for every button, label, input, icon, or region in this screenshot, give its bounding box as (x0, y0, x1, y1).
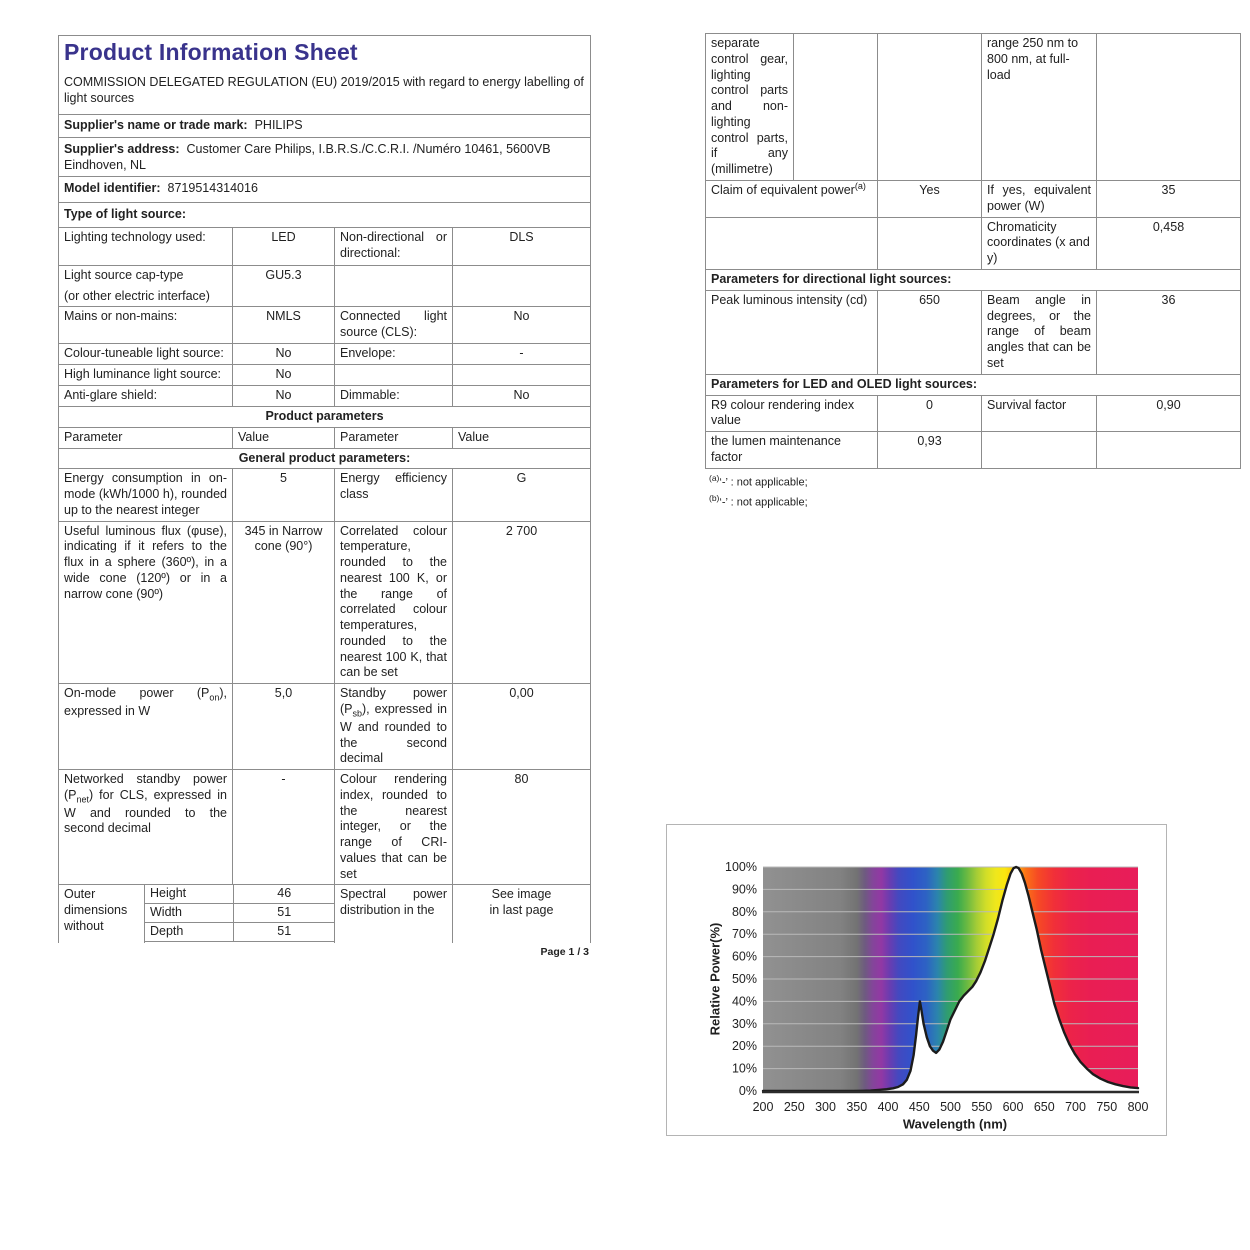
svg-text:70%: 70% (731, 927, 757, 942)
footnote-a: $^{(a)}$‘-’ : not applicable; (709, 472, 808, 489)
beam-angle-value: 36 (1097, 290, 1241, 374)
svg-text:30%: 30% (731, 1016, 757, 1031)
supplier-address-label: Supplier's address: (64, 142, 180, 157)
y-axis-title: Relative Power(%) (707, 922, 723, 1036)
empty-cell (453, 265, 591, 307)
dimension-row-height (145, 885, 335, 903)
model-identifier-label: Model identifier: (64, 180, 161, 195)
svg-text:250: 250 (783, 1100, 805, 1114)
colour-temperature-label: Correlated colour temperature, rounded to the nearest 100 K, or the range of correlated colour temperatures, rounded to the nearest 100 K, that can be set (335, 521, 453, 684)
dimension-value: 46 (233, 885, 335, 903)
lumen-maintenance-value: 0,93 (878, 432, 982, 469)
spectral-range-label: range 250 nm to 800 nm, at full-load (982, 34, 1097, 181)
product-info-table (58, 35, 591, 943)
svg-text:40%: 40% (731, 994, 757, 1009)
svg-text:800: 800 (1127, 1100, 1149, 1114)
dimension-name: Width (145, 904, 233, 923)
led-oled-sources-header: Parameters for LED and OLED light sources: (706, 374, 1241, 395)
chromaticity-value: 0,458 (1097, 217, 1241, 269)
spd-chart-canvas (667, 825, 1166, 1135)
r9-index-label: R9 colour rendering index value (706, 395, 878, 432)
svg-text:350: 350 (846, 1100, 868, 1114)
high-luminance-row (59, 364, 591, 385)
connected-light-source-value: No (453, 307, 591, 344)
title-row (59, 36, 591, 115)
supplier-name-row (59, 115, 591, 138)
claim-equivalent-power-label: Claim of equivalent power$^{(a)}$ (706, 181, 878, 218)
empty-cell (706, 217, 878, 269)
dimmable-label: Dimmable: (335, 385, 453, 406)
supplier-name-value: PHILIPS (254, 118, 303, 133)
cap-type-label: Light source cap-type (64, 267, 184, 282)
empty-cell (878, 217, 982, 269)
luminous-flux-row (59, 521, 591, 684)
outer-dimensions-row (59, 885, 591, 944)
empty-cell (335, 265, 453, 307)
mains-value: NMLS (233, 307, 335, 344)
general-parameters-header-row (59, 448, 591, 469)
product-info-table-continued (705, 33, 1241, 469)
dimension-value: 51 (233, 904, 335, 923)
svg-text:90%: 90% (731, 882, 757, 897)
svg-text:80%: 80% (731, 904, 757, 919)
dimension-name: Height (145, 885, 233, 903)
networked-standby-row (59, 770, 591, 885)
anti-glare-value: No (233, 385, 335, 406)
outer-dimensions-label: Outer dimensions without (59, 885, 145, 944)
colour-tuneable-label: Colour-tuneable light source: (59, 343, 233, 364)
dimension-row-width (145, 904, 335, 923)
product-info-sheet-right-page (705, 33, 1240, 514)
peak-intensity-row (706, 290, 1241, 374)
survival-factor-label: Survival factor (982, 395, 1097, 432)
mains-row (59, 307, 591, 344)
footnote-b: $^{(b)}$‘-’ : not applicable; (709, 493, 808, 509)
luminous-flux-label: Useful luminous flux (φuse), indicating if it refers to the flux in a sphere (360º), in a wide cone (120º) or in a narrow cone (90º) (59, 521, 233, 684)
claim-equivalent-power-row (706, 181, 1241, 218)
supplier-name-label: Supplier's name or trade mark: (64, 118, 248, 133)
empty-cell (982, 432, 1097, 469)
col-header-parameter-2: Parameter (335, 427, 453, 448)
envelope-value: - (453, 343, 591, 364)
luminous-flux-value: 345 in Narrow cone (90°) (233, 521, 335, 684)
energy-consumption-value: 5 (233, 469, 335, 521)
connected-light-source-label: Connected light source (CLS): (335, 307, 453, 344)
empty-cell (1097, 34, 1241, 181)
empty-cell (794, 34, 878, 181)
standby-power-value: 0,00 (453, 684, 591, 770)
svg-text:700: 700 (1065, 1100, 1086, 1114)
dimension-row-depth (145, 922, 335, 941)
model-identifier-row (59, 176, 591, 202)
peak-intensity-label: Peak luminous intensity (cd) (706, 290, 878, 374)
svg-text:400: 400 (877, 1100, 899, 1114)
page-indicator: Page 1 / 3 (540, 946, 589, 959)
cap-type-note: (or other electric interface) (64, 288, 210, 303)
lighting-technology-label: Lighting technology used: (59, 227, 233, 265)
on-mode-power-row (59, 684, 591, 770)
model-identifier-value: 8719514314016 (167, 180, 258, 195)
type-heading-row (59, 202, 591, 227)
supplier-address-row (59, 138, 591, 177)
lighting-technology-value: LED (233, 227, 335, 265)
dimension-value: 51 (233, 922, 335, 941)
anti-glare-label: Anti-glare shield: (59, 385, 233, 406)
energy-consumption-label: Energy consumption in on-mode (kWh/1000 h), rounded up to the nearest integer (59, 469, 233, 521)
efficiency-class-value: G (453, 469, 591, 521)
spectral-distribution-label: Spectral power distribution in the (335, 885, 453, 944)
svg-text:10%: 10% (731, 1061, 757, 1076)
directionality-value: DLS (453, 227, 591, 265)
anti-glare-row (59, 385, 591, 406)
dimensions-subtable-cell (145, 885, 335, 944)
page-title: Product Information Sheet (64, 39, 358, 65)
survival-factor-value: 0,90 (1097, 395, 1241, 432)
cap-type-value: GU5.3 (233, 265, 335, 307)
on-mode-power-label: On-mode power $(P_{on})$, expressed in W (59, 684, 233, 770)
colour-rendering-value: 80 (453, 770, 591, 885)
svg-text:450: 450 (908, 1100, 930, 1114)
separate-control-gear-label: separate control gear, lighting control parts and non-lighting control parts, if any (millimetre) (706, 34, 794, 181)
product-parameters-header-row (59, 406, 591, 427)
product-info-sheet-left-page (58, 35, 590, 958)
svg-text:0%: 0% (738, 1084, 757, 1098)
product-parameters-header: Product parameters (59, 406, 591, 427)
chromaticity-row (706, 217, 1241, 269)
dimmable-value: No (453, 385, 591, 406)
empty-cell (1097, 432, 1241, 469)
colour-temperature-value: 2 700 (453, 521, 591, 684)
column-header-row (59, 427, 591, 448)
high-luminance-value: No (233, 364, 335, 385)
claim-equivalent-power-value: Yes (878, 181, 982, 218)
col-header-value-1: Value (233, 427, 335, 448)
r9-index-value: 0 (878, 395, 982, 432)
lumen-maintenance-label: the lumen maintenance factor (706, 432, 878, 469)
x-axis-title: Wavelength (nm) (902, 1116, 1008, 1132)
col-header-parameter-1: Parameter (59, 427, 233, 448)
svg-text:550: 550 (971, 1100, 993, 1114)
footnotes (705, 473, 1240, 509)
regulation-subtitle: COMMISSION DELEGATED REGULATION (EU) 2019/2015 with regard to energy labelling of light sources (64, 74, 584, 106)
r9-row (706, 395, 1241, 432)
svg-text:20%: 20% (731, 1039, 757, 1054)
dimensions-subtable (145, 885, 335, 941)
continued-dimensions-row (706, 34, 1241, 181)
svg-text:300: 300 (815, 1100, 836, 1114)
empty-cell (453, 364, 591, 385)
type-of-light-source-heading: Type of light source: (59, 202, 591, 227)
lighting-technology-row (59, 227, 591, 265)
svg-text:600: 600 (1002, 1100, 1024, 1114)
svg-text:650: 650 (1033, 1100, 1055, 1114)
svg-text:100%: 100% (725, 860, 757, 874)
high-luminance-label: High luminance light source: (59, 364, 233, 385)
led-oled-header-row (706, 374, 1241, 395)
colour-rendering-label: Colour rendering index, rounded to the nearest integer, or the range of CRI-values that can be set (335, 770, 453, 885)
standby-power-label: Standby power $(P_{sb})$, expressed in W and rounded to the second decimal (335, 684, 453, 770)
equivalent-power-label: If yes, equivalent power (W) (982, 181, 1097, 218)
empty-cell (878, 34, 982, 181)
spectral-distribution-value: See image in last page (453, 885, 591, 944)
efficiency-class-label: Energy efficiency class (335, 469, 453, 521)
on-mode-power-value: 5,0 (233, 684, 335, 770)
svg-text:500: 500 (940, 1100, 961, 1114)
lumen-maintenance-row (706, 432, 1241, 469)
svg-text:60%: 60% (731, 949, 757, 964)
col-header-value-2: Value (453, 427, 591, 448)
svg-text:50%: 50% (731, 972, 757, 986)
dimension-name: Depth (145, 922, 233, 941)
cap-type-row (59, 265, 591, 307)
mains-label: Mains or non-mains: (59, 307, 233, 344)
colour-tuneable-value: No (233, 343, 335, 364)
svg-text:750: 750 (1096, 1100, 1118, 1114)
empty-cell (335, 364, 453, 385)
supplier-address-value: Customer Care Philips, I.B.R.S./C.C.R.I. /Numéro 10461, 5600VB Eindhoven, NL (64, 142, 551, 173)
chromaticity-label: Chromaticity coordinates (x and y) (982, 217, 1097, 269)
networked-standby-value: - (233, 770, 335, 885)
beam-angle-label: Beam angle in degrees, or the range of beam angles that can be set (982, 290, 1097, 374)
colour-tuneable-row (59, 343, 591, 364)
directional-header-row (706, 269, 1241, 290)
directional-sources-header: Parameters for directional light sources: (706, 269, 1241, 290)
energy-consumption-row (59, 469, 591, 521)
equivalent-power-value: 35 (1097, 181, 1241, 218)
general-parameters-header: General product parameters: (59, 448, 591, 469)
envelope-label: Envelope: (335, 343, 453, 364)
spectral-power-chart (666, 824, 1167, 1136)
svg-text:200: 200 (752, 1100, 774, 1114)
peak-intensity-value: 650 (878, 290, 982, 374)
networked-standby-label: Networked standby power $(P_{net})$ for CLS, expressed in W and rounded to the second decimal (59, 770, 233, 885)
directionality-label: Non-directional or directional: (335, 227, 453, 265)
